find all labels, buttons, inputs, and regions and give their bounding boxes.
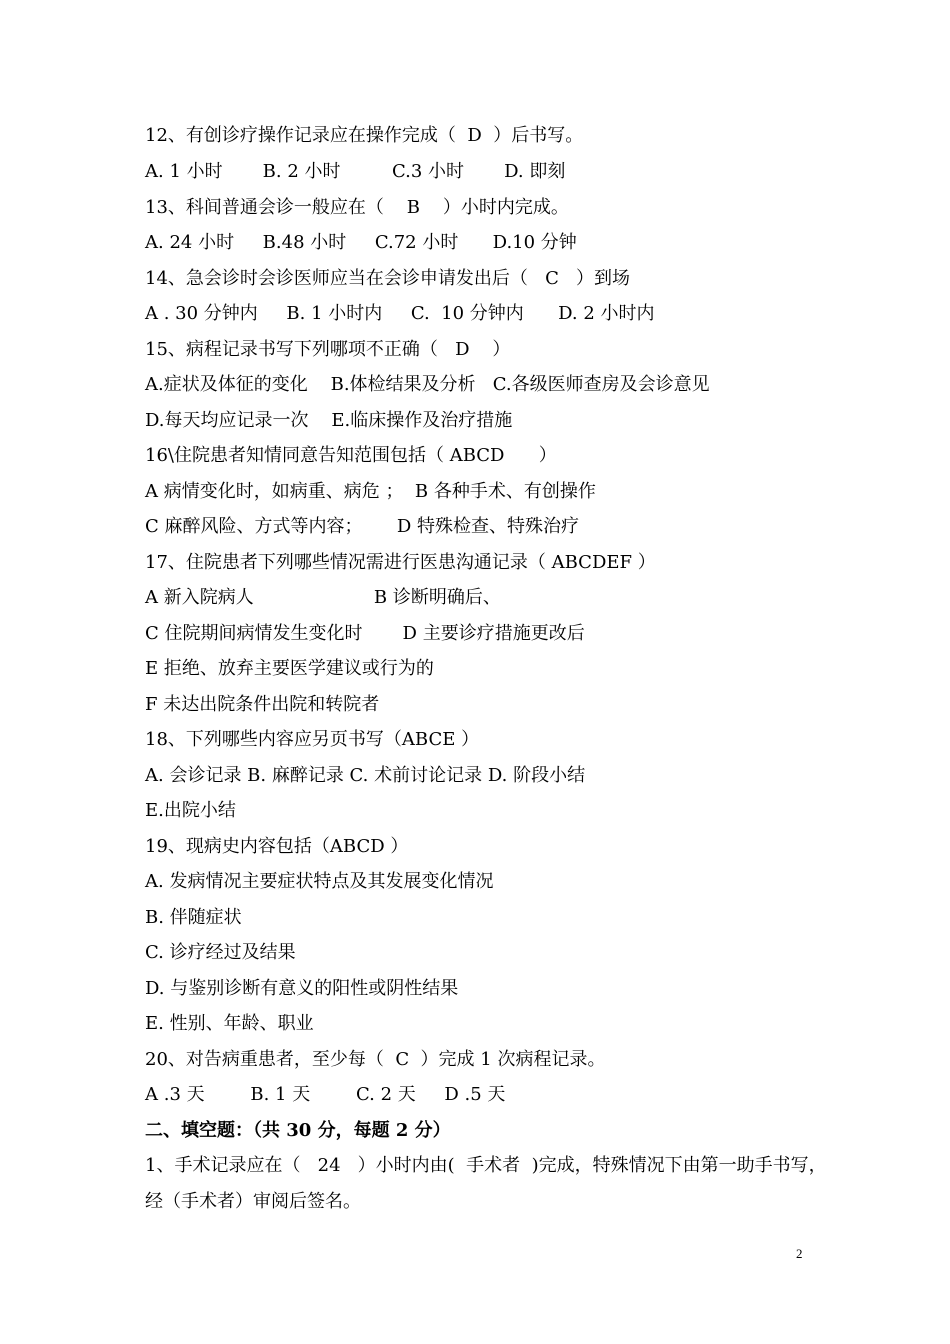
question-16-options-a: A 病情变化时，如病重、病危 ； B 各种手术、有创操作 [145,481,596,502]
question-14-options: A . 30 分钟内 B. 1 小时内 C. 10 分钟内 D. 2 小时内 [145,303,655,324]
question-17-options-d: F 未达出院条件出院和转院者 [145,694,380,715]
question-17-options-a: A 新入院病人 B 诊断明确后、 [145,587,501,608]
page-number: 2 [796,1246,803,1261]
question-19-option-b: B. 伴随症状 [145,907,242,928]
question-17-options-c: E 拒绝、放弃主要医学建议或行为的 [145,658,434,679]
question-16-options-b: C 麻醉风险、方式等内容； D 特殊检查、特殊治疗 [145,516,579,537]
question-19-option-e: E. 性别、年龄、职业 [145,1013,314,1034]
question-19-option-d: D. 与鉴别诊断有意义的阳性或阴性结果 [145,978,459,999]
fill-question-1: 1、手术记录应在（ 24 ）小时内由( 手术者 )完成，特殊情况下由第一助手书写， [145,1155,827,1176]
question-19-option-c: C. 诊疗经过及结果 [145,942,296,963]
question-13: 13、科间普通会诊一般应在（ B ）小时内完成。 [145,197,569,218]
question-18: 18、下列哪些内容应另页书写（ABCE ） [145,729,480,750]
question-17-options-b: C 住院期间病情发生变化时 D 主要诊疗措施更改后 [145,623,585,644]
fill-question-1-cont: 经（手术者）审阅后签名。 [145,1191,361,1212]
question-16: 16\住院患者知情同意告知范围包括（ ABCD ） [145,445,557,466]
question-14: 14、急会诊时会诊医师应当在会诊申请发出后（ C ）到场 [145,268,631,289]
question-15-options-a: A.症状及体征的变化 B.体检结果及分析 C.各级医师查房及会诊意见 [145,374,710,395]
section-heading-fill-in: 二、填空题：（共 30 分，每题 2 分） [145,1120,451,1141]
question-12-options: A. 1 小时 B. 2 小时 C.3 小时 D. 即刻 [145,161,566,182]
question-15: 15、病程记录书写下列哪项不正确（ D ） [145,339,511,360]
question-12: 12、有创诊疗操作记录应在操作完成（ D ）后书写。 [145,125,584,146]
question-15-options-b: D.每天均应记录一次 E.临床操作及治疗措施 [145,410,513,431]
question-18-options-b: E.出院小结 [145,800,236,821]
question-20: 20、对告病重患者，至少每（ C ）完成 1 次病程记录。 [145,1049,606,1070]
question-20-options: A .3 天 B. 1 天 C. 2 天 D .5 天 [145,1084,506,1105]
question-13-options: A. 24 小时 B.48 小时 C.72 小时 D.10 分钟 [145,232,577,253]
question-19: 19、现病史内容包括（ABCD ） [145,836,409,857]
question-18-options-a: A. 会诊记录 B. 麻醉记录 C. 术前讨论记录 D. 阶段小结 [145,765,586,786]
question-19-option-a: A. 发病情况主要症状特点及其发展变化情况 [145,871,494,892]
question-17: 17、住院患者下列哪些情况需进行医患沟通记录（ ABCDEF ） [145,552,656,573]
